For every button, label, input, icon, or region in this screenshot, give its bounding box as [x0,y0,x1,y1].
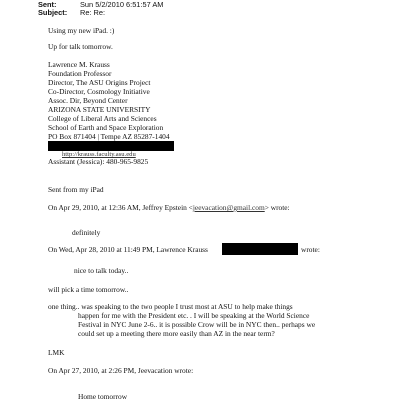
paragraph-line: could set up a meeting there more easily than AZ in the near term? [78,329,275,338]
subject-value: Re: Re: [80,8,106,17]
body-line-talk: Up for talk tomorrow. [48,42,113,51]
subject-label: Subject: [38,8,68,17]
faculty-link[interactable]: http://krauss.faculty.asu.edu [62,151,136,158]
signature-line: Assoc. Dir, Beyond Center [48,96,128,105]
quote-header-krauss-suffix: wrote: [301,245,320,254]
sent-value: Sun 5/2/2010 6:51:57 AM [80,0,164,9]
quote-header-jeevacation: On Apr 27, 2010, at 2:26 PM, Jeevacation wrote: [48,366,194,375]
signature-line: PO Box 871404 | Tempe AZ 85287-1404 [48,132,170,141]
home-tomorrow-text: Home tomorrow [78,392,128,401]
assistant-line: Assistant (Jessica): 480-965-9825 [48,157,149,166]
definitely-text: definitely [72,228,101,237]
sent-label: Sent: [38,0,57,9]
signature-line: ARIZONA STATE UNIVERSITY [48,105,151,114]
signature-line: Co-Director, Cosmology Initiative [48,87,150,96]
quote-header-krauss: On Wed, Apr 28, 2010 at 11:49 PM, Lawrence Krauss [48,245,208,254]
paragraph-line: Festival in NYC June 2-6.. it is possible Crow will be in NYC then.. perhaps we [78,320,316,329]
nice-to-talk-text: nice to talk today.. [74,266,129,275]
signature-line: Director, The ASU Origins Project [48,78,151,87]
quote-header-suffix: > wrote: [264,203,290,212]
signature-line: College of Liberal Arts and Sciences [48,114,157,123]
quote-header-epstein [48,203,290,212]
quote-header-prefix: On Apr 29, 2010, at 12:36 AM, Jeffrey Epstein < [48,203,193,212]
redaction-bar [222,243,298,255]
body-line-ipad: Using my new iPad. :) [48,26,115,35]
signature-line: Foundation Professor [48,69,112,78]
paragraph-line: one thing.. was speaking to the two people I trust most at ASU to help make things [48,302,293,311]
email-link[interactable]: jeevacation@gmail.com [192,203,265,212]
signature-line: Lawrence M. Krauss [48,60,110,69]
paragraph-line: happen for me with the President etc. . I will be speaking at the World Science [78,311,310,320]
signature-line: School of Earth and Space Exploration [48,123,164,132]
sent-from-ipad: Sent from my iPad [48,185,104,194]
lmk-text: LMK [48,348,65,357]
will-pick-text: will pick a time tomorrow.. [48,285,129,294]
